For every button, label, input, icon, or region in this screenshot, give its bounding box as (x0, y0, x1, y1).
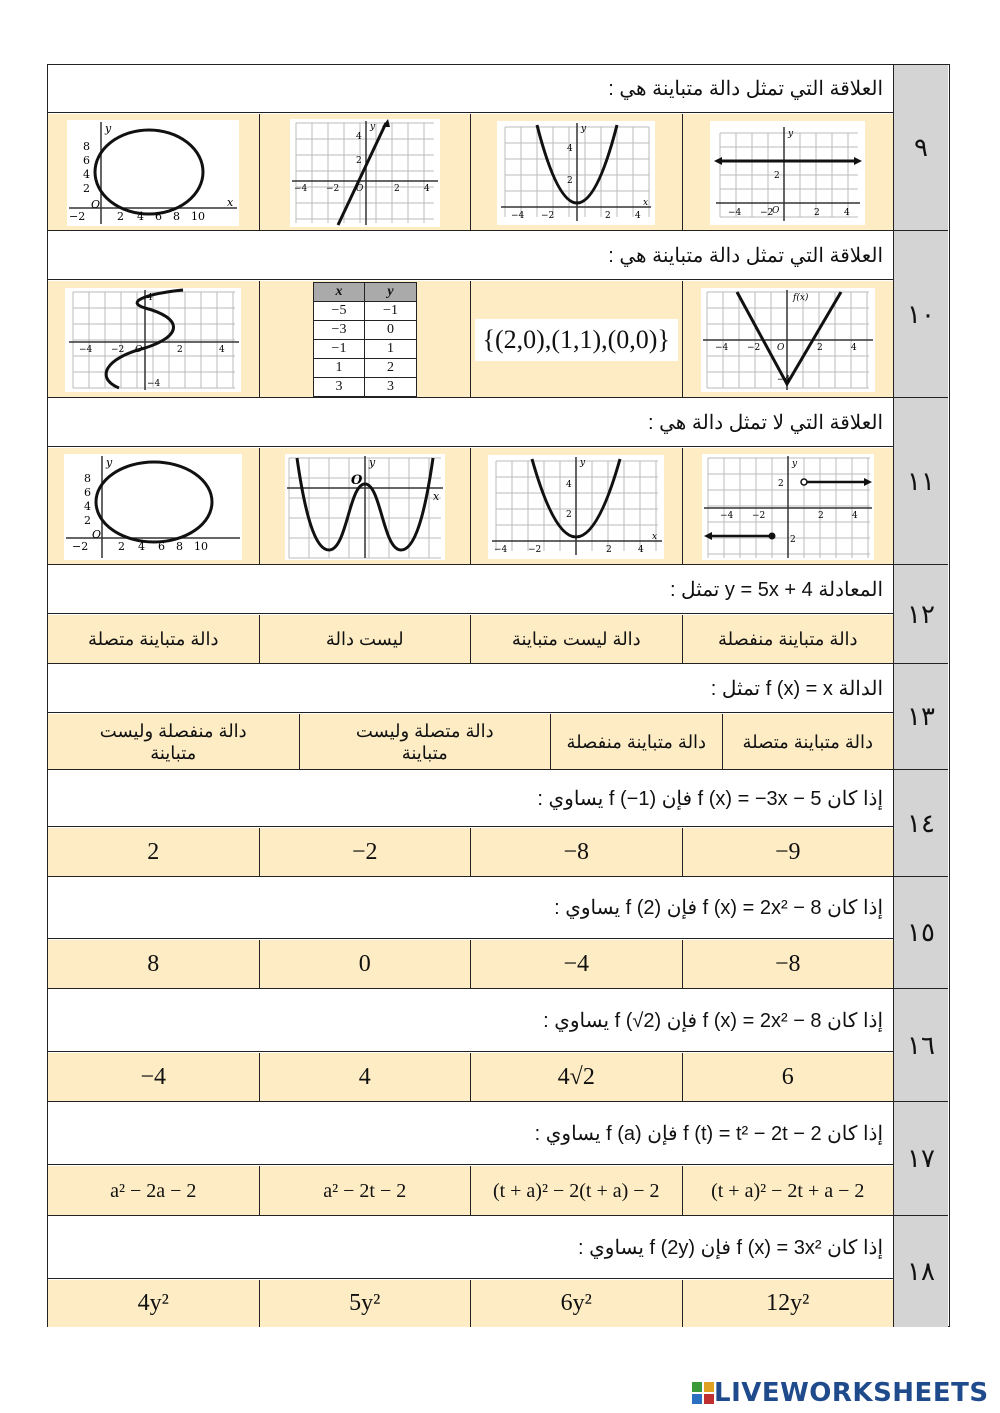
tick-label: 6 (158, 539, 166, 553)
option-s-curve-graph[interactable] (48, 281, 259, 398)
question-number: ١٤ (893, 770, 948, 877)
table-cell: 2 (365, 359, 417, 378)
options-row (48, 281, 893, 398)
axis-label: f(x) (792, 292, 809, 303)
question-13 (48, 664, 948, 770)
tick-label: 4 (137, 209, 145, 223)
option-ordered-pairs-set[interactable] (470, 281, 682, 398)
axis-label: y (368, 455, 375, 469)
tick-label: 2 (355, 155, 362, 166)
table-header: x (313, 283, 365, 302)
brand-name: LIVEWORKSHEETS (714, 1378, 989, 1408)
option-d[interactable]: دالة متباينة متصلة (87, 629, 219, 650)
option-w-curve-graph[interactable] (259, 448, 471, 565)
tick-label: 4 (566, 479, 572, 490)
tick-label: 8 (83, 139, 91, 153)
option-step-graph[interactable] (682, 448, 894, 565)
option-a[interactable]: −8 (682, 940, 894, 989)
question-number: ١١ (893, 398, 948, 565)
tick-label: 4 (219, 344, 225, 355)
axis-label: x (643, 197, 649, 208)
question-12 (48, 565, 948, 664)
options-row (48, 1280, 893, 1327)
options-row (48, 114, 893, 231)
question-text: الدالة f (x) = x تمثل : (48, 664, 893, 713)
option-v-graph[interactable] (682, 281, 894, 398)
graph-line (290, 119, 440, 227)
option-ellipse-graph[interactable] (48, 114, 259, 231)
axis-label: O (91, 197, 101, 211)
option-b[interactable]: 6y² (470, 1280, 682, 1327)
option-c[interactable]: −2 (259, 828, 471, 877)
graph-ellipse (67, 120, 239, 226)
question-text: إذا كان f (x) = 2x² − 8 فإن f (2) يساوي : (48, 877, 893, 939)
option-a[interactable]: 12y² (682, 1280, 894, 1327)
option-b[interactable]: −8 (470, 828, 682, 877)
tick-label: 4 (138, 539, 146, 553)
question-number: ١٢ (893, 565, 948, 664)
tick-label: 4 (567, 143, 573, 154)
question-text: العلاقة التي تمثل دالة متباينة هي : (48, 65, 893, 113)
graph-absolute-value (701, 288, 875, 392)
option-d[interactable]: 8 (147, 951, 160, 977)
options-row (48, 615, 893, 664)
graph-w-curve (285, 454, 445, 560)
tick-label: −2 (325, 183, 340, 194)
tick-label: 2 (83, 181, 91, 195)
graph-ellipse (64, 454, 242, 560)
option-d[interactable]: a² − 2a − 2 (110, 1179, 197, 1202)
option-c[interactable]: 5y² (259, 1280, 471, 1327)
question-14 (48, 770, 948, 877)
tick-label: 8 (173, 209, 181, 223)
tick-label: 2 (816, 342, 823, 353)
tick-label: 2 (118, 539, 126, 553)
option-c[interactable]: دالة متصلة وليست متباينة (299, 714, 551, 770)
graph-step-function (702, 454, 874, 560)
tick-label: 6 (83, 153, 91, 167)
axis-label: y (369, 121, 375, 132)
axis-label: x (227, 195, 234, 209)
option-a[interactable]: −9 (682, 828, 894, 877)
option-a[interactable]: دالة متباينة منفصلة (682, 615, 894, 664)
graph-parabola (488, 455, 664, 559)
tick-label: 2 (117, 209, 125, 223)
ordered-pairs: {(2,0),(1,1),(0,0)} (475, 319, 678, 361)
tick-label: 4 (355, 131, 362, 142)
tick-label: 4 (147, 292, 153, 303)
option-a[interactable]: دالة متباينة متصلة (722, 714, 894, 770)
tick-label: 4 (851, 510, 858, 521)
tick-label: 10 (191, 209, 206, 223)
question-number: ١٣ (893, 664, 948, 770)
tick-label: −4 (511, 210, 525, 221)
question-text: العلاقة التي تمثل دالة متباينة هي : (48, 231, 893, 280)
tick-label: 8 (84, 471, 92, 485)
table-header: y (365, 283, 417, 302)
tick-label: −4 (79, 344, 93, 355)
tick-label: −2 (72, 539, 89, 553)
option-d[interactable]: دالة منفصلة وليست متباينة (99, 720, 247, 763)
table-cell: 1 (313, 359, 365, 378)
question-10 (48, 231, 948, 398)
question-number: ١٦ (893, 989, 948, 1102)
question-text: إذا كان f (x) = 3x² فإن f (2y) يساوي : (48, 1216, 893, 1279)
option-xy-table[interactable] (259, 281, 471, 398)
option-ellipse-graph[interactable] (48, 448, 259, 565)
tick-label: 4 (844, 207, 850, 218)
table-cell: −5 (313, 302, 365, 321)
option-steep-line-graph[interactable] (259, 114, 471, 231)
option-d[interactable]: 2 (147, 839, 160, 865)
tick-label: −4 (293, 183, 308, 194)
axis-label: O (350, 472, 363, 488)
tick-label: 4 (423, 183, 430, 194)
axis-label: x (432, 489, 439, 503)
axis-label: O (92, 527, 102, 541)
question-9 (48, 65, 948, 231)
tick-label: 2 (777, 478, 784, 489)
option-c[interactable]: 0 (259, 940, 471, 989)
option-d[interactable]: 4y² (137, 1290, 169, 1316)
options-row (48, 1166, 893, 1216)
axis-label: x (652, 531, 658, 542)
axis-label: y (106, 455, 113, 469)
tick-label: 2 (817, 510, 824, 521)
tick-label: −2 (111, 344, 125, 355)
tick-label: 2 (567, 175, 573, 186)
option-b[interactable]: −4 (470, 940, 682, 989)
axis-label: y (788, 128, 794, 139)
option-c[interactable]: a² − 2t − 2 (259, 1166, 471, 1216)
tick-label: −4 (776, 374, 791, 385)
tick-label: 2 (566, 509, 572, 520)
worksheet (47, 64, 950, 1327)
option-b[interactable]: دالة متباينة منفصلة (550, 714, 722, 770)
question-number: ٩ (893, 65, 948, 231)
tick-label: 2 (84, 513, 92, 527)
question-text: إذا كان f (x) = −3x − 5 فإن f (−1) يساوي : (48, 770, 893, 827)
tick-label: −2 (751, 510, 766, 521)
tick-label: −4 (714, 342, 729, 353)
axis-label: O (355, 183, 364, 194)
tick-label: 4 (83, 167, 91, 181)
tick-label: 2 (605, 210, 611, 221)
axis-label: O (772, 205, 780, 216)
question-number: ١٨ (893, 1216, 948, 1327)
option-c[interactable]: 4 (259, 1053, 471, 1102)
tick-label: 2 (774, 170, 780, 181)
question-text: المعادلة y = 5x + 4 تمثل : (48, 565, 893, 614)
table-cell: −3 (313, 321, 365, 340)
question-number: ١٥ (893, 877, 948, 989)
table-cell: −1 (365, 302, 417, 321)
table-cell: 1 (365, 340, 417, 359)
option-b[interactable]: (t + a)² − 2(t + a) − 2 (470, 1166, 682, 1216)
options-row (48, 448, 893, 565)
option-b[interactable]: 4√2 (470, 1053, 682, 1102)
table-cell: −1 (313, 340, 365, 359)
options-row (48, 714, 893, 770)
option-c[interactable]: ليست دالة (259, 615, 471, 664)
tick-label: 2 (393, 183, 400, 194)
axis-label: O (776, 342, 785, 353)
axis-label: y (791, 458, 797, 469)
tick-label: −2 (528, 544, 542, 555)
question-text: إذا كان f (x) = 2x² − 8 فإن f (√2) يساوي : (48, 989, 893, 1052)
tick-label: 10 (194, 539, 209, 553)
table-cell: 3 (313, 378, 365, 397)
option-parabola-graph[interactable] (470, 114, 682, 231)
option-a[interactable]: (t + a)² − 2t + a − 2 (682, 1166, 894, 1216)
xy-table (313, 282, 417, 397)
graph-s-curve (65, 288, 241, 392)
tick-label: −4 (494, 544, 508, 555)
question-18 (48, 1216, 948, 1327)
question-11 (48, 398, 948, 565)
options-row (48, 828, 893, 877)
brand-logo (692, 1378, 992, 1408)
table-cell: 3 (365, 378, 417, 397)
question-15 (48, 877, 948, 989)
question-16 (48, 989, 948, 1102)
tick-label: −4 (719, 510, 734, 521)
option-a[interactable]: 6 (682, 1053, 894, 1102)
tick-label: 6 (84, 485, 92, 499)
tick-label: −4 (728, 207, 742, 218)
tick-label: 4 (638, 544, 644, 555)
tick-label: −2 (746, 342, 761, 353)
question-17 (48, 1102, 948, 1216)
tick-label: 2 (814, 207, 820, 218)
liveworksheets-icon (692, 1382, 714, 1404)
option-d[interactable]: −4 (140, 1064, 167, 1090)
tick-label: 2 (789, 534, 796, 545)
question-number: ١٠ (893, 231, 948, 398)
axis-label: y (580, 457, 586, 468)
option-b[interactable]: دالة ليست متباينة (470, 615, 682, 664)
option-parabola-graph[interactable] (470, 448, 682, 565)
tick-label: 4 (850, 342, 857, 353)
option-horizontal-line-graph[interactable] (682, 114, 894, 231)
tick-label: −2 (760, 207, 774, 218)
axis-label: y (581, 123, 587, 134)
tick-label: −2 (541, 210, 555, 221)
axis-label: y (105, 121, 112, 135)
graph-horizontal-line (710, 121, 865, 225)
question-number: ١٧ (893, 1102, 948, 1216)
table-cell: 0 (365, 321, 417, 340)
tick-label: −2 (69, 209, 86, 223)
tick-label: 2 (606, 544, 612, 555)
tick-label: 2 (177, 344, 183, 355)
tick-label: 4 (84, 499, 92, 513)
options-row (48, 940, 893, 989)
tick-label: 4 (635, 210, 641, 221)
graph-parabola (497, 121, 655, 225)
tick-label: 6 (155, 209, 163, 223)
question-text: العلاقة التي لا تمثل دالة هي : (48, 398, 893, 447)
tick-label: 8 (176, 539, 184, 553)
axis-label: O (135, 344, 143, 355)
options-row (48, 1053, 893, 1102)
question-text: إذا كان f (t) = t² − 2t − 2 فإن f (a) يساوي : (48, 1102, 893, 1165)
tick-label: −4 (147, 378, 161, 389)
